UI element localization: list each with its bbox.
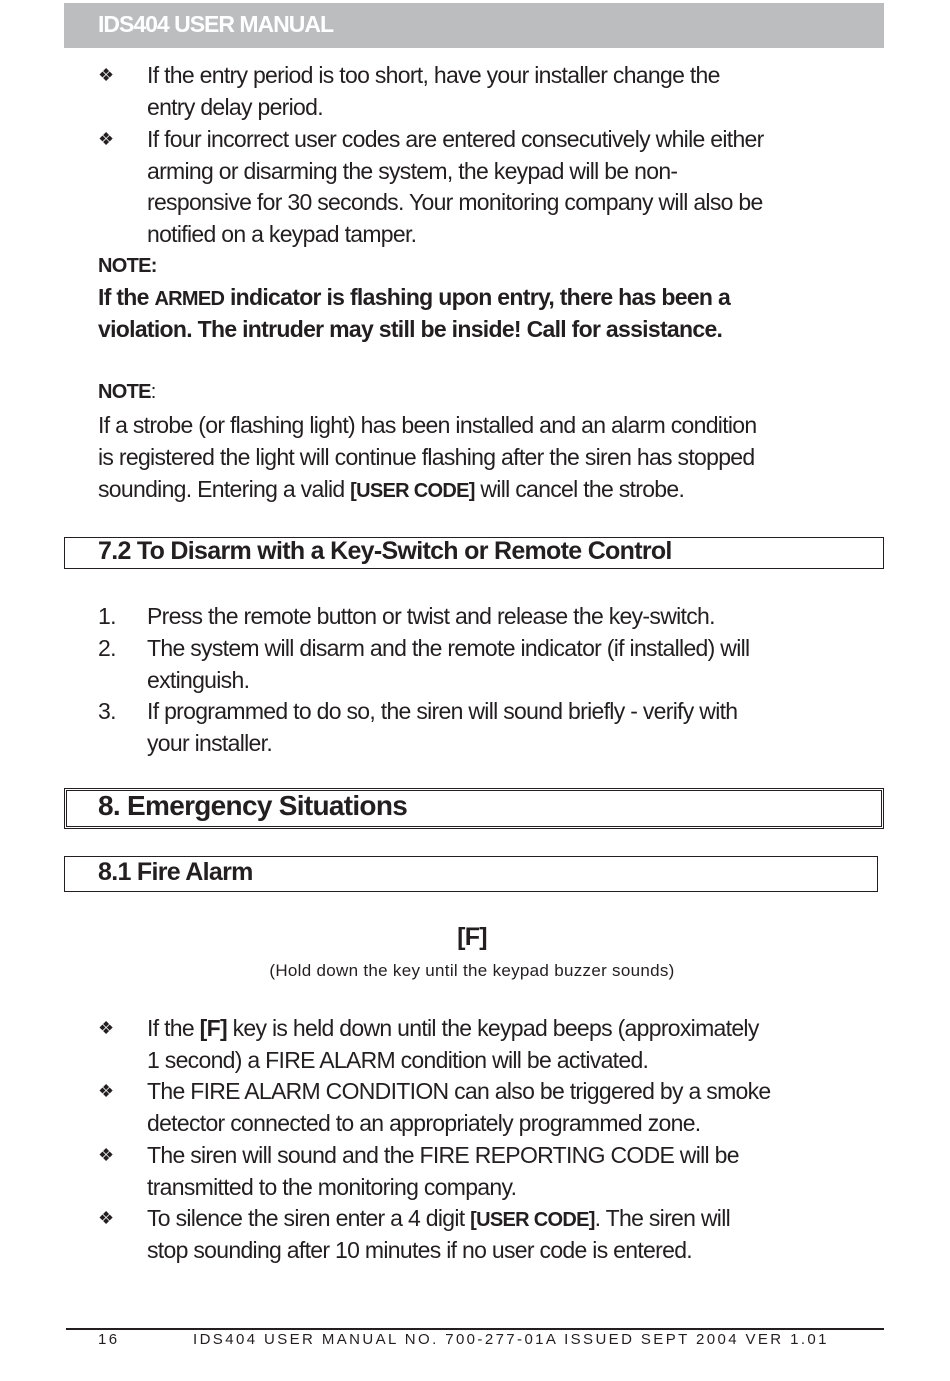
section-7-2-heading: 7.2 To Disarm with a Key-Switch or Remote Control <box>98 537 672 565</box>
note-text: If a strobe (or flashing light) has been installed and an alarm condition <box>98 412 757 438</box>
bullet-icon: ❖ <box>98 1145 115 1165</box>
fire-key-label: [F] <box>457 923 487 951</box>
step-text: Press the remote button or twist and release the key-switch. <box>147 603 715 629</box>
bullet-text: If the [F] key is held down until the keypad beeps (approximately <box>147 1015 759 1041</box>
bullet-icon: ❖ <box>98 1018 115 1038</box>
bullet-icon: ❖ <box>98 1208 115 1228</box>
bullet-text: detector connected to an appropriately programmed zone. <box>147 1110 701 1136</box>
bullet-text: transmitted to the monitoring company. <box>147 1174 517 1200</box>
page-number: 16 <box>98 1331 120 1348</box>
note-text: is registered the light will continue flashing after the siren has stopped <box>98 444 755 470</box>
header-title: IDS404 USER MANUAL <box>98 11 334 37</box>
section-8-heading: 8. Emergency Situations <box>98 790 408 821</box>
page-header <box>64 3 884 48</box>
footer-text: IDS404 USER MANUAL NO. 700-277-01A ISSUED SEPT 2004 VER 1.01 <box>193 1331 829 1348</box>
step-number: 2. <box>98 635 116 661</box>
note-label: NOTE: <box>98 255 157 277</box>
section-8-1-heading: 8.1 Fire Alarm <box>98 858 253 886</box>
step-number: 3. <box>98 698 116 724</box>
bullet-text: stop sounding after 10 minutes if no user code is entered. <box>147 1237 692 1263</box>
note-text: sounding. Entering a valid [USER CODE] will cancel the strobe. <box>98 476 685 502</box>
fire-key-hint: (Hold down the key until the keypad buzzer sounds) <box>269 961 675 980</box>
bullet-text: If four incorrect user codes are entered consecutively while either <box>147 126 764 152</box>
step-text: If programmed to do so, the siren will sound briefly - verify with <box>147 698 738 724</box>
step-text: your installer. <box>147 730 273 756</box>
bullet-text: The siren will sound and the FIRE REPORTING CODE will be <box>147 1142 739 1168</box>
step-number: 1. <box>98 603 116 629</box>
bullet-icon: ❖ <box>98 65 115 85</box>
bullet-text: responsive for 30 seconds. Your monitoring company will also be <box>147 189 763 215</box>
bullet-icon: ❖ <box>98 1081 115 1101</box>
note-warning-line: violation. The intruder may still be inside! Call for assistance. <box>98 316 723 342</box>
bullet-text: 1 second) a FIRE ALARM condition will be activated. <box>147 1047 649 1073</box>
bullet-text: The FIRE ALARM CONDITION can also be triggered by a smoke <box>147 1078 771 1104</box>
bullet-text: entry delay period. <box>147 94 323 120</box>
footer-rule <box>66 1328 884 1330</box>
note-label: NOTE: <box>98 381 156 403</box>
bullet-text: To silence the siren enter a 4 digit [USER CODE]. The siren will <box>147 1205 731 1231</box>
bullet-text: notified on a keypad tamper. <box>147 221 417 247</box>
step-text: The system will disarm and the remote indicator (if installed) will <box>147 635 750 661</box>
note-warning-line: If the ARMED indicator is flashing upon entry, there has been a <box>98 284 731 310</box>
bullet-text: arming or disarming the system, the keypad will be non- <box>147 158 678 184</box>
bullet-icon: ❖ <box>98 129 115 149</box>
bullet-text: If the entry period is too short, have your installer change the <box>147 62 720 88</box>
step-text: extinguish. <box>147 667 250 693</box>
